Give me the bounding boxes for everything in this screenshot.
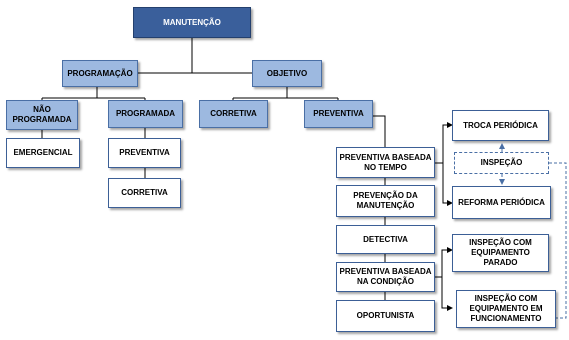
node-programacao [62,60,138,87]
node-inspecao-label: INSPEÇÃO [480,158,523,167]
node-preventiva-label: PREVENTIVA [313,109,364,118]
node-inspecao-equipamento-funcionamento-label: INSPEÇÃO COM EQUIPAMENTO EM FUNCIONAMENTO [469,294,543,323]
node-emergencial [6,138,80,168]
node-preventiva-baseada-tempo [336,147,435,178]
node-oportunista-label: OPORTUNISTA [356,311,415,320]
node-oportunista [336,300,435,332]
node-objetivo-label: OBJETIVO [266,68,308,78]
node-objetivo [252,60,322,87]
node-preventiva-baseada-tempo-label: PREVENTIVA BASEADA NO TEMPO [339,152,432,172]
node-prevencao-manutencao-label: PREVENÇÃO DA MANUTENÇÃO [353,191,418,210]
node-inspecao-equipamento-parado-label: INSPEÇÃO COM EQUIPAMENTO PARADO [469,238,532,267]
node-prevencao-manutencao [336,185,435,217]
node-programada-corretiva [108,178,181,208]
node-programacao-label: PROGRAMAÇÃO [67,68,133,78]
node-programada [108,100,183,128]
node-programada-corretiva-label: CORRETIVA [121,188,168,197]
node-corretiva [199,100,268,128]
node-programada-preventiva-label: PREVENTIVA [119,148,170,157]
node-nao-programada-label: NÃO PROGRAMADA [12,105,72,124]
node-detectiva [336,225,435,254]
node-troca-periodica-label: TROCA PERIÓDICA [463,120,538,130]
node-corretiva-label: CORRETIVA [210,109,257,118]
node-preventiva [304,100,373,128]
node-inspecao-equipamento-funcionamento [456,290,556,328]
node-emergencial-label: EMERGENCIAL [13,148,73,157]
node-nao-programada [6,100,78,130]
node-programada-preventiva [108,138,181,168]
node-troca-periodica [452,110,549,141]
node-inspecao-equipamento-parado [452,234,549,272]
node-detectiva-label: DETECTIVA [363,234,408,244]
node-preventiva-baseada-condicao [336,262,435,292]
node-reforma-periodica-label: REFORMA PERIÓDICA [458,197,545,207]
node-programada-label: PROGRAMADA [115,109,176,118]
node-reforma-periodica [452,186,551,219]
node-inspecao [454,152,549,174]
node-manutencao-label: MANUTENÇÃO [163,17,221,27]
node-manutencao [133,7,251,38]
node-preventiva-baseada-condicao-label: PREVENTIVA BASEADA NA CONDIÇÃO [339,267,432,286]
